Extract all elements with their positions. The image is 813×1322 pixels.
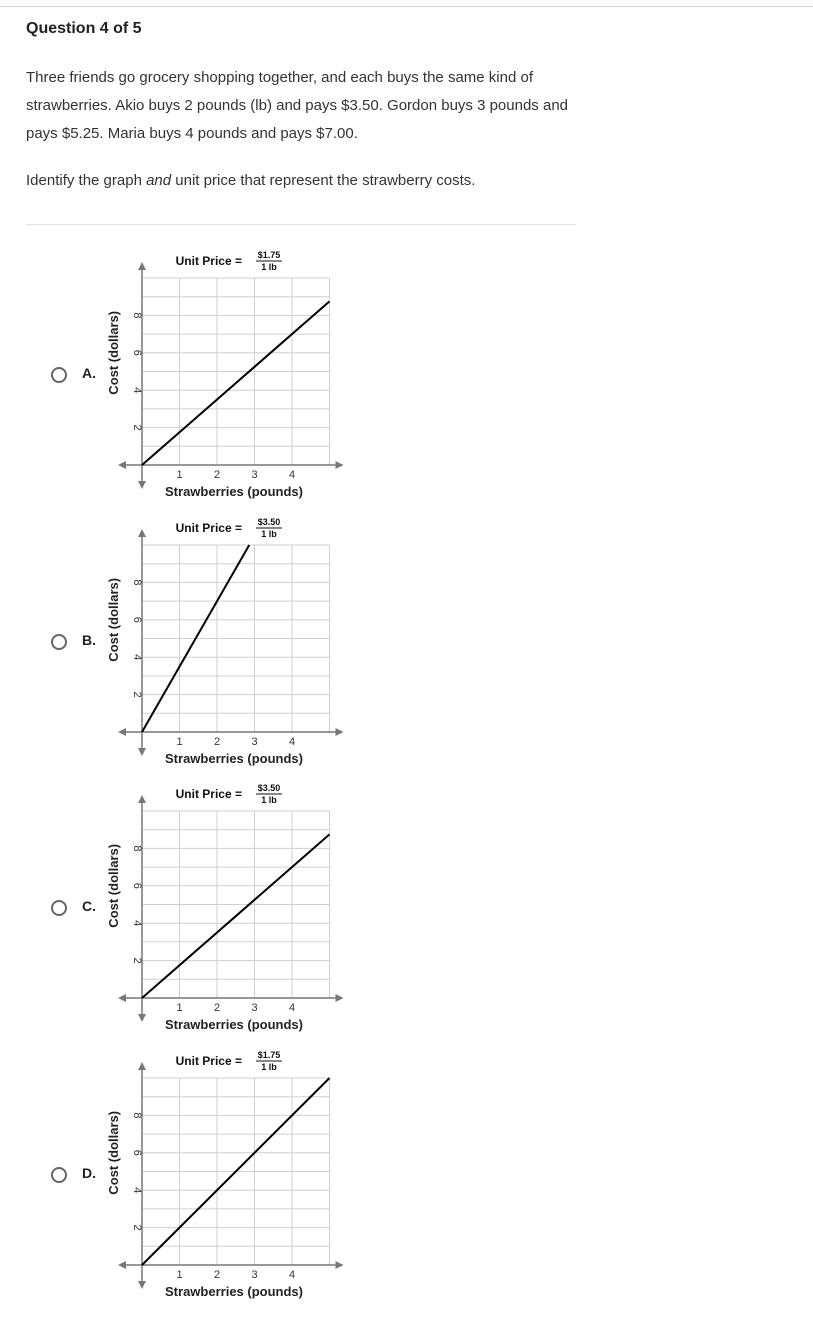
y-axis-arrow-down-icon [138, 748, 146, 756]
x-tick-label: 4 [288, 1269, 296, 1281]
line-chart [100, 773, 350, 1040]
question-prompt: Three friends go grocery shopping together, and each buys the same kind of strawberries. Akio buys 2 pounds (lb) and pays $3.50. Gordon buys 3 pounds and pays $5.25. Maria buys 4 pounds and pays $7.00. [26, 69, 568, 142]
x-tick-label: 2 [213, 469, 221, 481]
x-axis-title: Strawberries (pounds) [165, 484, 303, 499]
x-axis-arrow-right-icon [336, 994, 344, 1002]
radio-button[interactable] [51, 900, 67, 916]
y-axis-title: Cost (dollars) [106, 1110, 121, 1195]
radio-button[interactable] [51, 634, 67, 650]
x-tick-label: 1 [176, 469, 183, 481]
x-tick-label: 3 [251, 469, 258, 481]
unit-price-numerator: $1.75 [257, 1050, 281, 1060]
line-chart [100, 240, 350, 507]
option-letter: C. [82, 898, 96, 914]
y-tick-label: 8 [131, 845, 143, 852]
y-axis-arrow-up-icon [138, 1062, 146, 1070]
instruction-text-start: Identify the graph [26, 172, 147, 189]
x-axis-title: Strawberries (pounds) [165, 1284, 303, 1299]
option-row[interactable] [0, 240, 813, 507]
instruction-emphasis: and [146, 172, 172, 189]
unit-price-numerator: $1.75 [257, 250, 281, 260]
y-tick-label: 6 [131, 882, 143, 889]
line-chart [100, 1040, 350, 1307]
y-tick-label: 4 [131, 1187, 143, 1194]
grid [142, 278, 330, 465]
x-axis-arrow-right-icon [336, 1261, 344, 1269]
question-instruction [26, 172, 475, 189]
y-axis-arrow-up-icon [138, 529, 146, 537]
x-tick-label: 2 [213, 736, 221, 748]
y-tick-label: 4 [131, 387, 143, 394]
unit-price-denominator: 1 lb [261, 795, 277, 805]
y-tick-label: 4 [131, 654, 143, 661]
x-tick-label: 1 [176, 1002, 183, 1014]
x-tick-label: 3 [251, 1269, 258, 1281]
x-tick-label: 4 [288, 736, 296, 748]
top-border [0, 0, 813, 7]
unit-price-denominator: 1 lb [261, 262, 277, 272]
x-tick-label: 4 [288, 1002, 296, 1014]
y-axis-arrow-down-icon [138, 1281, 146, 1289]
x-tick-label: 3 [251, 736, 258, 748]
y-axis-title: Cost (dollars) [106, 577, 121, 662]
unit-price-denominator: 1 lb [261, 529, 277, 539]
x-tick-label: 3 [251, 1002, 258, 1014]
unit-price-label: Unit Price = [175, 787, 242, 801]
y-tick-label: 6 [131, 616, 143, 623]
grid [142, 545, 330, 732]
option-letter: D. [82, 1165, 96, 1181]
radio-button[interactable] [51, 1167, 67, 1183]
unit-price-numerator: $3.50 [257, 783, 281, 793]
x-axis-title: Strawberries (pounds) [165, 751, 303, 766]
option-letter: A. [82, 365, 96, 381]
y-tick-label: 6 [131, 349, 143, 356]
y-tick-label: 8 [131, 579, 143, 586]
divider [26, 224, 576, 225]
x-axis-title: Strawberries (pounds) [165, 1017, 303, 1032]
y-tick-label: 2 [131, 424, 143, 431]
x-axis-arrow-left-icon [118, 994, 126, 1002]
x-tick-label: 1 [176, 736, 183, 748]
option-row[interactable] [0, 1040, 813, 1307]
y-tick-label: 2 [131, 957, 143, 964]
y-axis-title: Cost (dollars) [106, 310, 121, 395]
option-row[interactable] [0, 773, 813, 1040]
instruction-text-end: unit price that represent the strawberry costs. [171, 172, 476, 189]
radio-button[interactable] [51, 367, 67, 383]
data-line [142, 834, 330, 998]
data-line [142, 301, 330, 465]
unit-price-label: Unit Price = [175, 521, 242, 535]
y-tick-label: 6 [131, 1149, 143, 1156]
option-letter: B. [82, 632, 96, 648]
y-tick-label: 8 [131, 1112, 143, 1119]
x-tick-label: 2 [213, 1002, 221, 1014]
x-tick-label: 1 [176, 1269, 183, 1281]
x-axis-arrow-left-icon [118, 461, 126, 469]
grid [142, 811, 330, 998]
unit-price-numerator: $3.50 [257, 517, 281, 527]
x-axis-arrow-right-icon [336, 728, 344, 736]
x-axis-arrow-right-icon [336, 461, 344, 469]
y-axis-title: Cost (dollars) [106, 843, 121, 928]
y-axis-arrow-down-icon [138, 481, 146, 489]
x-tick-label: 2 [213, 1269, 221, 1281]
y-tick-label: 4 [131, 920, 143, 927]
y-tick-label: 2 [131, 691, 143, 698]
unit-price-label: Unit Price = [175, 254, 242, 268]
x-axis-arrow-left-icon [118, 728, 126, 736]
x-axis-arrow-left-icon [118, 1261, 126, 1269]
y-tick-label: 8 [131, 312, 143, 319]
unit-price-label: Unit Price = [175, 1054, 242, 1068]
y-axis-arrow-up-icon [138, 795, 146, 803]
x-tick-label: 4 [288, 469, 296, 481]
y-tick-label: 2 [131, 1224, 143, 1231]
question-number: Question 4 of 5 [26, 20, 142, 37]
line-chart [100, 507, 350, 774]
unit-price-denominator: 1 lb [261, 1062, 277, 1072]
option-row[interactable] [0, 507, 813, 774]
y-axis-arrow-up-icon [138, 262, 146, 270]
y-axis-arrow-down-icon [138, 1014, 146, 1022]
